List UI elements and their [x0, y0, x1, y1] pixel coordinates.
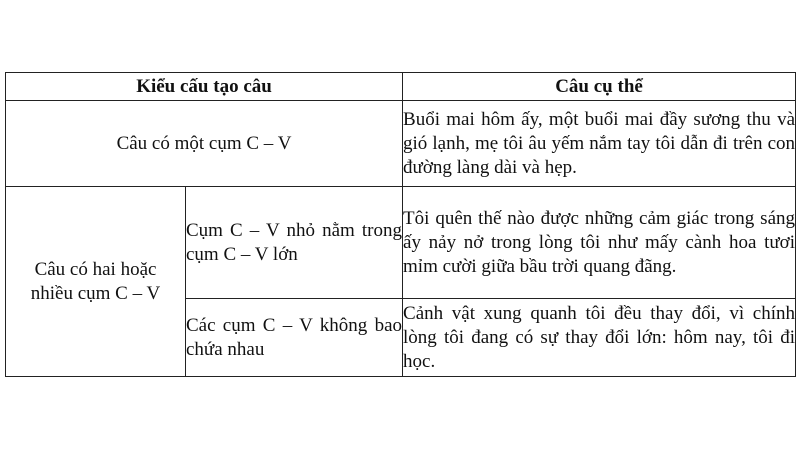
- table-row: [6, 101, 796, 187]
- sentence-structure-table: [5, 72, 796, 377]
- subtype-independent-clauses: Các cụm C – V không bao chứa nhau: [186, 299, 403, 377]
- example-independent-clauses: Cảnh vật xung quanh tôi đều thay đổi, vì chính lòng tôi đang có sự thay đổi lớn: hôm nay, tôi đi học.: [403, 299, 796, 377]
- header-structure-type: Kiểu cấu tạo câu: [6, 73, 403, 101]
- header-row: [6, 73, 796, 101]
- type-multiple-clauses: [6, 187, 186, 377]
- subtype-nested-clauses: Cụm C – V nhỏ nằm trong cụm C – V lớn: [186, 187, 403, 299]
- type-single-clause: Câu có một cụm C – V: [6, 101, 403, 187]
- table-row: [6, 187, 796, 299]
- example-nested-clauses: Tôi quên thế nào được những cảm giác trong sáng ấy nảy nở trong lòng tôi như mấy cành hoa tươi mỉm cười giữa bầu trời quang đãng.: [403, 187, 796, 299]
- type-multiple-clauses-text: Câu có hai hoặc nhiều cụm C – V: [30, 258, 161, 304]
- example-single-clause: Buổi mai hôm ấy, một buổi mai đầy sương thu và gió lạnh, mẹ tôi âu yếm nắm tay tôi dẫn đi trên con đường làng dài và hẹp.: [403, 101, 796, 187]
- header-example: Câu cụ thể: [403, 73, 796, 101]
